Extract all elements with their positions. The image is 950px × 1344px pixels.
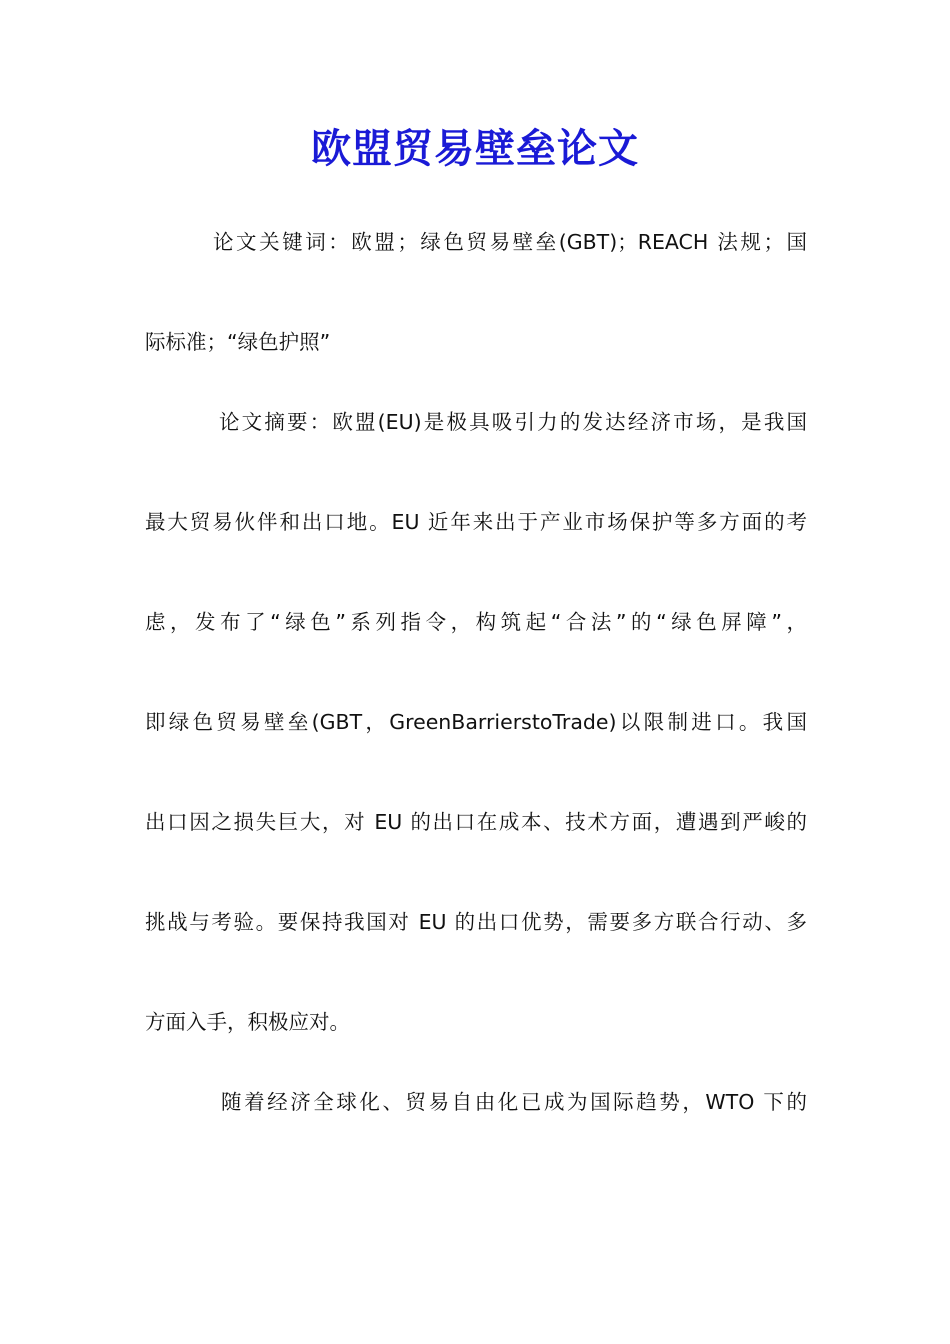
document-title: 欧盟贸易壁垒论文 [311,125,639,172]
abstract-line-7: 方面入手，积极应对。 [145,1010,350,1034]
abstract-line-2: 最大贸易伙伴和出口地。EU 近年来出于产业市场保护等多方面的考 [145,510,807,534]
abstract-line-1: 论文摘要：欧盟(EU)是极具吸引力的发达经济市场，是我国 [219,410,807,434]
keywords-line-1: 论文关键词：欧盟；绿色贸易壁垒(GBT)；REACH 法规；国 [213,230,807,254]
abstract-line-6: 挑战与考验。要保持我国对 EU 的出口优势，需要多方联合行动、多 [145,910,807,934]
abstract-line-3: 虑，发布了“绿色”系列指令，构筑起“合法”的“绿色屏障”， [145,610,807,634]
abstract-line-4: 即绿色贸易壁垒(GBT，GreenBarrierstoTrade)以限制进口。我国 [145,710,807,734]
keywords-line-2: 际标准；“绿色护照” [145,330,331,354]
body-paragraph-line-1: 随着经济全球化、贸易自由化已成为国际趋势，WTO 下的 [221,1090,807,1114]
abstract-line-5: 出口因之损失巨大，对 EU 的出口在成本、技术方面，遭遇到严峻的 [145,810,807,834]
